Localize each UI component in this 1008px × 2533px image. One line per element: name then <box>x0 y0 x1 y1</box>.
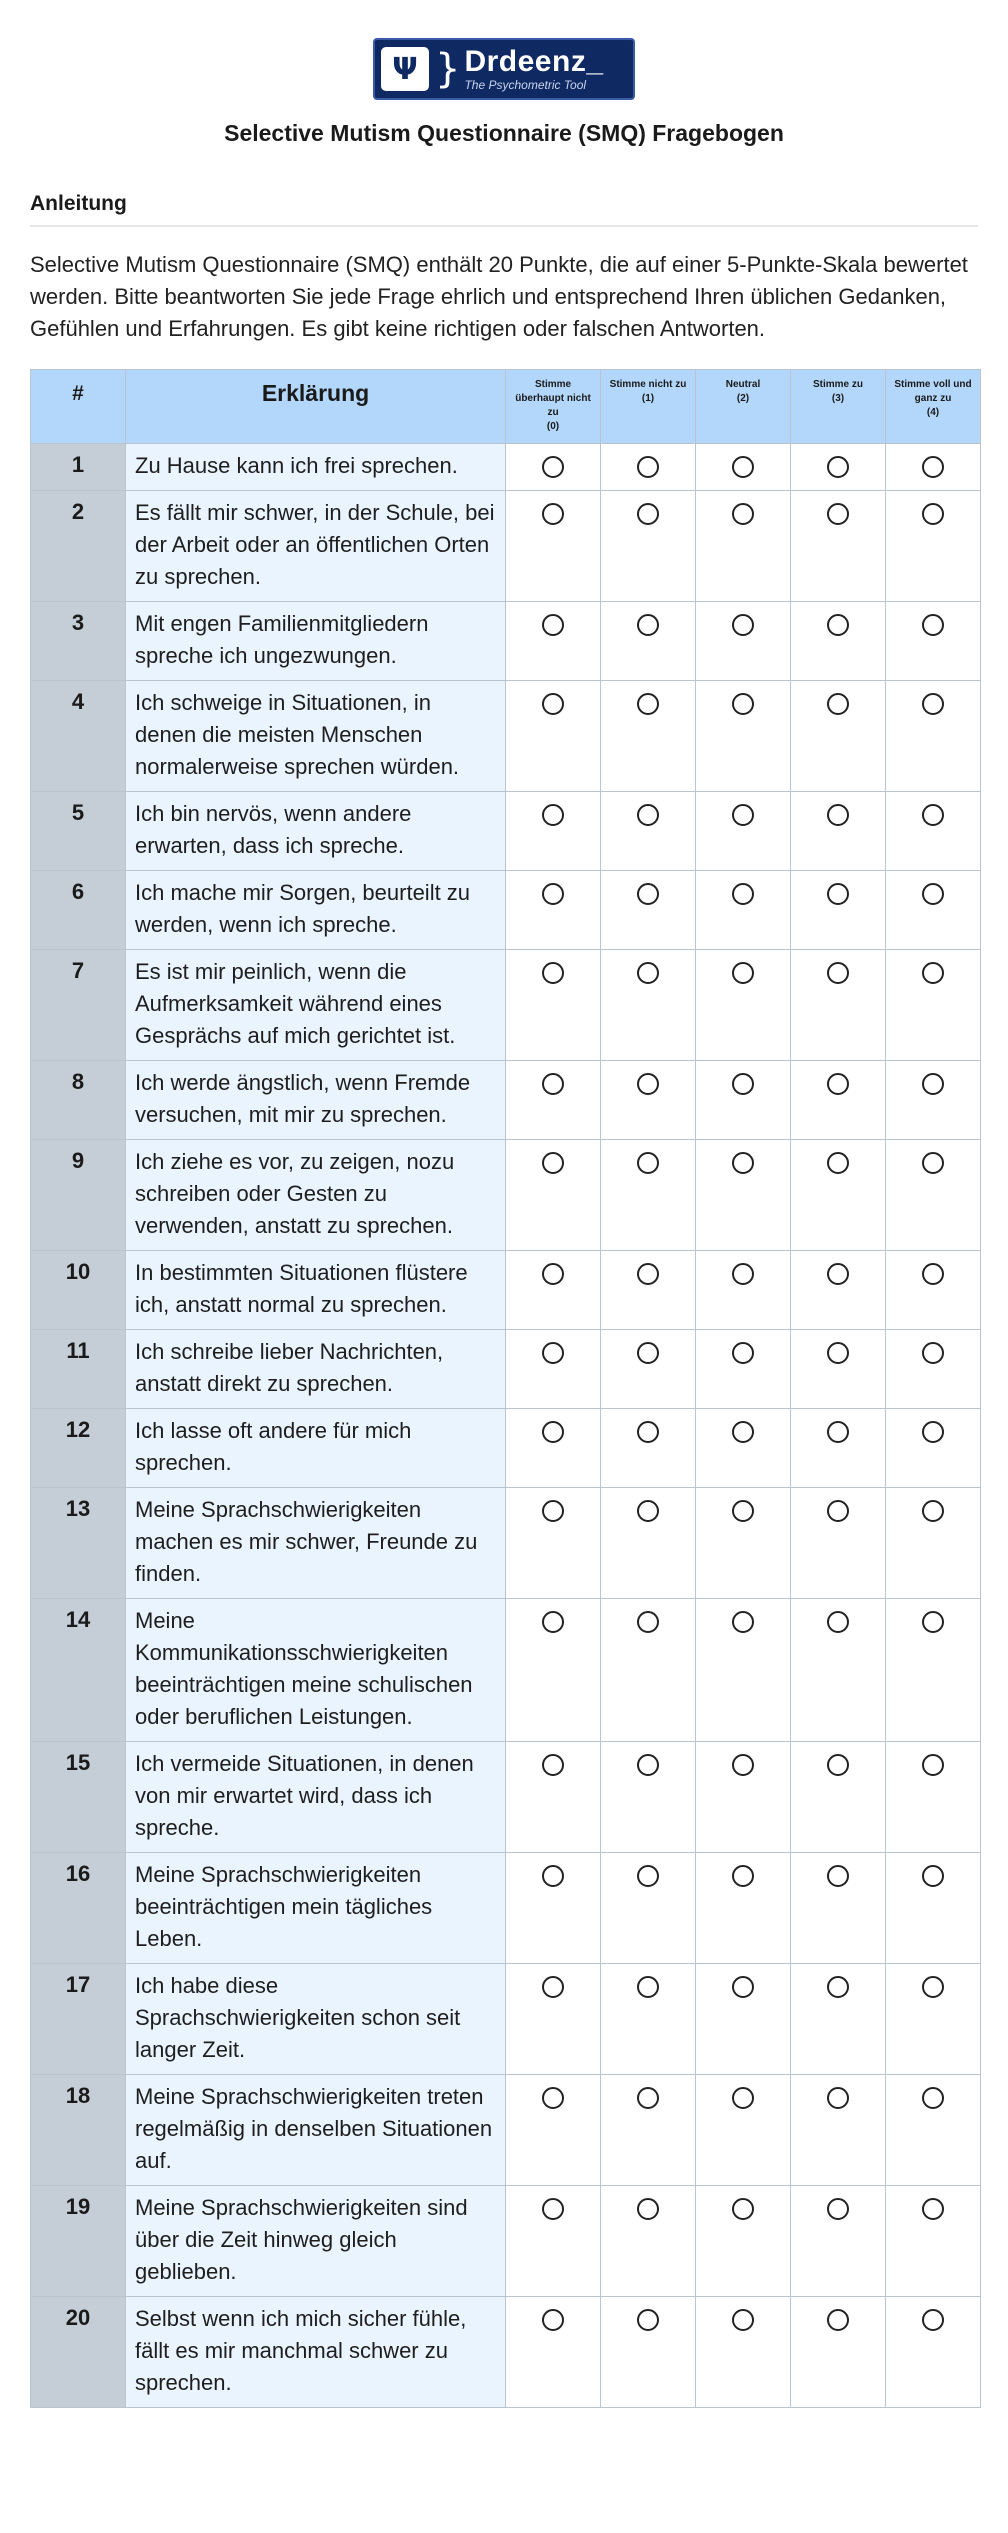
answer-cell <box>506 444 601 491</box>
answer-cell <box>696 491 791 602</box>
answer-cell <box>886 1330 981 1409</box>
answer-cell <box>506 602 601 681</box>
answer-cell <box>696 1330 791 1409</box>
answer-cell <box>791 2186 886 2297</box>
answer-cell <box>601 1853 696 1964</box>
table-row <box>31 1251 981 1330</box>
answer-radio-button[interactable] <box>922 1865 944 1887</box>
table-row <box>31 1409 981 1488</box>
answer-cell <box>886 491 981 602</box>
answer-cell <box>601 491 696 602</box>
answer-cell <box>601 1599 696 1742</box>
answer-radio-button[interactable] <box>542 1421 564 1443</box>
answer-cell <box>696 1742 791 1853</box>
answer-cell <box>791 1061 886 1140</box>
answer-radio-button[interactable] <box>827 1342 849 1364</box>
answer-cell <box>886 792 981 871</box>
item-statement: Ich lasse oft andere für mich sprechen. <box>126 1409 506 1488</box>
answer-radio-button[interactable] <box>922 1421 944 1443</box>
answer-radio-button[interactable] <box>922 2309 944 2331</box>
answer-radio-button[interactable] <box>542 456 564 478</box>
item-statement: Meine Sprachschwierigkeiten sind über die Zeit hinweg gleich geblieben. <box>126 2186 506 2297</box>
answer-radio-button[interactable] <box>637 962 659 984</box>
answer-radio-button[interactable] <box>922 1342 944 1364</box>
answer-cell <box>791 1140 886 1251</box>
item-statement: Meine Sprachschwierigkeiten beeinträchtigen mein tägliches Leben. <box>126 1853 506 1964</box>
answer-cell <box>791 871 886 950</box>
item-number: 2 <box>31 491 126 602</box>
answer-radio-button[interactable] <box>827 1500 849 1522</box>
answer-radio-button[interactable] <box>922 1611 944 1633</box>
answer-cell <box>601 2186 696 2297</box>
answer-cell <box>696 792 791 871</box>
brand-name: Drdeenz_ <box>464 45 604 78</box>
brand-tagline: The Psychometric Tool <box>464 78 587 92</box>
item-number: 5 <box>31 792 126 871</box>
answer-radio-button[interactable] <box>922 1073 944 1095</box>
answer-radio-button[interactable] <box>827 1754 849 1776</box>
item-statement: Mit engen Familienmitgliedern spreche ich ungezwungen. <box>126 602 506 681</box>
answer-radio-button[interactable] <box>542 1500 564 1522</box>
answer-radio-button[interactable] <box>637 693 659 715</box>
instructions-text: Selective Mutism Questionnaire (SMQ) enthält 20 Punkte, die auf einer 5-Punkte-Skala bewertet werden. Bitte beantworten Sie jede Frage ehrlich und entsprechend Ihren üblichen Gedanken, Gefühlen und Erfahrungen. Es gibt keine richtigen oder falschen Antworten. <box>30 252 968 341</box>
answer-cell <box>506 792 601 871</box>
item-number: 19 <box>31 2186 126 2297</box>
answer-radio-button[interactable] <box>827 614 849 636</box>
answer-radio-button[interactable] <box>732 1611 754 1633</box>
table-row <box>31 1330 981 1409</box>
answer-radio-button[interactable] <box>827 456 849 478</box>
answer-cell <box>506 1488 601 1599</box>
answer-radio-button[interactable] <box>637 2087 659 2109</box>
item-number: 16 <box>31 1853 126 1964</box>
answer-radio-button[interactable] <box>542 693 564 715</box>
answer-radio-button[interactable] <box>827 1073 849 1095</box>
answer-radio-button[interactable] <box>732 1342 754 1364</box>
answer-cell <box>886 1599 981 1742</box>
column-header-statement: Erklärung <box>126 370 506 444</box>
answer-radio-button[interactable] <box>542 1976 564 1998</box>
answer-cell <box>886 2186 981 2297</box>
table-row <box>31 2186 981 2297</box>
answer-cell <box>506 1330 601 1409</box>
answer-cell <box>601 2075 696 2186</box>
answer-cell <box>886 871 981 950</box>
answer-cell <box>506 950 601 1061</box>
table-row <box>31 792 981 871</box>
answer-cell <box>696 2075 791 2186</box>
item-number: 18 <box>31 2075 126 2186</box>
answer-radio-button[interactable] <box>732 962 754 984</box>
item-statement: Meine Kommunikationsschwierigkeiten beeinträchtigen meine schulischen oder beruflichen Leistungen. <box>126 1599 506 1742</box>
answer-radio-button[interactable] <box>637 456 659 478</box>
answer-cell <box>791 1964 886 2075</box>
table-row <box>31 1599 981 1742</box>
item-number: 13 <box>31 1488 126 1599</box>
answer-radio-button[interactable] <box>922 614 944 636</box>
answer-cell <box>791 2297 886 2408</box>
answer-radio-button[interactable] <box>827 804 849 826</box>
column-header-option: Stimme überhaupt nicht zu (0) <box>506 370 601 444</box>
answer-radio-button[interactable] <box>827 503 849 525</box>
answer-radio-button[interactable] <box>922 456 944 478</box>
item-statement: Ich mache mir Sorgen, beurteilt zu werden, wenn ich spreche. <box>126 871 506 950</box>
answer-cell <box>506 2075 601 2186</box>
answer-radio-button[interactable] <box>732 2198 754 2220</box>
answer-radio-button[interactable] <box>827 2198 849 2220</box>
answer-radio-button[interactable] <box>732 883 754 905</box>
answer-radio-button[interactable] <box>827 1865 849 1887</box>
answer-radio-button[interactable] <box>732 1421 754 1443</box>
answer-radio-button[interactable] <box>922 2087 944 2109</box>
answer-radio-button[interactable] <box>827 2309 849 2331</box>
item-statement: Ich vermeide Situationen, in denen von mir erwartet wird, dass ich spreche. <box>126 1742 506 1853</box>
answer-cell <box>506 491 601 602</box>
answer-cell <box>886 681 981 792</box>
answer-radio-button[interactable] <box>542 883 564 905</box>
brace-icon: } <box>435 46 461 92</box>
questionnaire-body <box>31 444 981 2408</box>
answer-radio-button[interactable] <box>542 2309 564 2331</box>
answer-radio-button[interactable] <box>542 614 564 636</box>
answer-radio-button[interactable] <box>637 1611 659 1633</box>
answer-cell <box>886 1251 981 1330</box>
answer-radio-button[interactable] <box>827 1611 849 1633</box>
answer-cell <box>601 950 696 1061</box>
answer-radio-button[interactable] <box>827 1421 849 1443</box>
answer-cell <box>791 1853 886 1964</box>
answer-radio-button[interactable] <box>637 1754 659 1776</box>
answer-cell <box>601 1742 696 1853</box>
answer-radio-button[interactable] <box>922 804 944 826</box>
answer-radio-button[interactable] <box>542 962 564 984</box>
answer-radio-button[interactable] <box>637 1342 659 1364</box>
table-header-row <box>31 370 981 444</box>
answer-cell <box>506 2297 601 2408</box>
answer-cell <box>886 950 981 1061</box>
answer-radio-button[interactable] <box>922 1500 944 1522</box>
table-row <box>31 2075 981 2186</box>
answer-cell <box>601 1330 696 1409</box>
answer-radio-button[interactable] <box>922 1754 944 1776</box>
answer-cell <box>506 1140 601 1251</box>
answer-radio-button[interactable] <box>732 1500 754 1522</box>
answer-cell <box>886 444 981 491</box>
item-statement: Ich schreibe lieber Nachrichten, anstatt direkt zu sprechen. <box>126 1330 506 1409</box>
answer-cell <box>696 2186 791 2297</box>
answer-radio-button[interactable] <box>542 1342 564 1364</box>
answer-radio-button[interactable] <box>637 1976 659 1998</box>
answer-radio-button[interactable] <box>637 883 659 905</box>
answer-cell <box>601 1140 696 1251</box>
answer-cell <box>791 1409 886 1488</box>
answer-radio-button[interactable] <box>922 1976 944 1998</box>
answer-radio-button[interactable] <box>542 804 564 826</box>
answer-radio-button[interactable] <box>922 1152 944 1174</box>
answer-cell <box>791 1599 886 1742</box>
table-row <box>31 1488 981 1599</box>
answer-radio-button[interactable] <box>637 1263 659 1285</box>
column-header-option: Stimme voll und ganz zu (4) <box>886 370 981 444</box>
answer-radio-button[interactable] <box>922 503 944 525</box>
answer-cell <box>601 1061 696 1140</box>
answer-cell <box>696 1599 791 1742</box>
answer-radio-button[interactable] <box>732 1976 754 1998</box>
answer-cell <box>601 871 696 950</box>
answer-cell <box>791 1330 886 1409</box>
answer-radio-button[interactable] <box>637 1152 659 1174</box>
table-row <box>31 950 981 1061</box>
column-header-number: # <box>31 370 126 444</box>
item-number: 7 <box>31 950 126 1061</box>
answer-cell <box>601 2297 696 2408</box>
page-title: Selective Mutism Questionnaire (SMQ) Fragebogen <box>224 120 784 146</box>
answer-cell <box>791 2075 886 2186</box>
answer-radio-button[interactable] <box>827 962 849 984</box>
answer-radio-button[interactable] <box>542 1754 564 1776</box>
answer-cell <box>506 1061 601 1140</box>
answer-cell <box>791 1488 886 1599</box>
questionnaire-table <box>30 369 981 2408</box>
answer-cell <box>886 1409 981 1488</box>
answer-radio-button[interactable] <box>637 1500 659 1522</box>
table-row <box>31 602 981 681</box>
answer-radio-button[interactable] <box>827 1976 849 1998</box>
answer-radio-button[interactable] <box>732 614 754 636</box>
answer-radio-button[interactable] <box>827 2087 849 2109</box>
answer-radio-button[interactable] <box>542 1263 564 1285</box>
answer-cell <box>506 1599 601 1742</box>
answer-radio-button[interactable] <box>637 503 659 525</box>
answer-radio-button[interactable] <box>637 2198 659 2220</box>
answer-cell <box>791 491 886 602</box>
answer-cell <box>886 1061 981 1140</box>
answer-cell <box>506 1409 601 1488</box>
item-statement: Ich schweige in Situationen, in denen die meisten Menschen normalerweise sprechen würden. <box>126 681 506 792</box>
answer-cell <box>886 1140 981 1251</box>
answer-radio-button[interactable] <box>732 1073 754 1095</box>
table-row <box>31 1061 981 1140</box>
answer-cell <box>601 602 696 681</box>
item-statement: Es ist mir peinlich, wenn die Aufmerksamkeit während eines Gesprächs auf mich gerichtet ist. <box>126 950 506 1061</box>
item-statement: Ich werde ängstlich, wenn Fremde versuchen, mit mir zu sprechen. <box>126 1061 506 1140</box>
answer-cell <box>601 444 696 491</box>
answer-radio-button[interactable] <box>542 503 564 525</box>
answer-cell <box>791 1742 886 1853</box>
answer-cell <box>791 602 886 681</box>
answer-radio-button[interactable] <box>732 1865 754 1887</box>
answer-radio-button[interactable] <box>922 962 944 984</box>
item-statement: Ich habe diese Sprachschwierigkeiten schon seit langer Zeit. <box>126 1964 506 2075</box>
table-row <box>31 491 981 602</box>
answer-cell <box>601 1409 696 1488</box>
item-statement: Es fällt mir schwer, in der Schule, bei der Arbeit oder an öffentlichen Orten zu sprechen. <box>126 491 506 602</box>
answer-cell <box>696 1409 791 1488</box>
item-number: 14 <box>31 1599 126 1742</box>
answer-cell <box>696 1251 791 1330</box>
answer-cell <box>506 1964 601 2075</box>
table-row <box>31 681 981 792</box>
instructions-section <box>30 191 978 345</box>
answer-radio-button[interactable] <box>732 2087 754 2109</box>
answer-radio-button[interactable] <box>637 2309 659 2331</box>
item-number: 10 <box>31 1251 126 1330</box>
answer-cell <box>506 871 601 950</box>
answer-cell <box>696 1964 791 2075</box>
answer-cell <box>601 1488 696 1599</box>
answer-radio-button[interactable] <box>542 2087 564 2109</box>
table-row <box>31 1853 981 1964</box>
answer-cell <box>506 1251 601 1330</box>
answer-radio-button[interactable] <box>827 693 849 715</box>
answer-cell <box>886 602 981 681</box>
table-row <box>31 1742 981 1853</box>
item-number: 20 <box>31 2297 126 2408</box>
answer-radio-button[interactable] <box>732 1754 754 1776</box>
table-row <box>31 1140 981 1251</box>
item-statement: Meine Sprachschwierigkeiten treten regelmäßig in denselben Situationen auf. <box>126 2075 506 2186</box>
answer-cell <box>696 444 791 491</box>
psi-logo-icon: Ψ <box>381 47 429 91</box>
item-statement: In bestimmten Situationen flüstere ich, anstatt normal zu sprechen. <box>126 1251 506 1330</box>
answer-radio-button[interactable] <box>732 1152 754 1174</box>
item-number: 6 <box>31 871 126 950</box>
table-row <box>31 2297 981 2408</box>
answer-radio-button[interactable] <box>542 1152 564 1174</box>
column-header-option: Stimme zu (3) <box>791 370 886 444</box>
item-statement: Selbst wenn ich mich sicher fühle, fällt es mir manchmal schwer zu sprechen. <box>126 2297 506 2408</box>
item-number: 11 <box>31 1330 126 1409</box>
answer-radio-button[interactable] <box>637 1073 659 1095</box>
answer-cell <box>886 1853 981 1964</box>
answer-cell <box>506 1853 601 1964</box>
answer-cell <box>696 1853 791 1964</box>
answer-cell <box>886 1964 981 2075</box>
item-number: 17 <box>31 1964 126 2075</box>
item-number: 15 <box>31 1742 126 1853</box>
column-header-option: Stimme nicht zu (1) <box>601 370 696 444</box>
answer-radio-button[interactable] <box>732 1263 754 1285</box>
item-number: 9 <box>31 1140 126 1251</box>
answer-cell <box>791 444 886 491</box>
answer-radio-button[interactable] <box>922 1263 944 1285</box>
answer-cell <box>886 1488 981 1599</box>
answer-radio-button[interactable] <box>827 1263 849 1285</box>
answer-cell <box>886 1742 981 1853</box>
answer-cell <box>696 1140 791 1251</box>
answer-radio-button[interactable] <box>732 693 754 715</box>
instructions-heading: Anleitung <box>30 191 978 227</box>
logo-area <box>30 0 978 100</box>
answer-radio-button[interactable] <box>732 2309 754 2331</box>
answer-radio-button[interactable] <box>922 693 944 715</box>
answer-radio-button[interactable] <box>637 614 659 636</box>
answer-cell <box>601 1964 696 2075</box>
table-row <box>31 1964 981 2075</box>
answer-cell <box>696 681 791 792</box>
answer-radio-button[interactable] <box>732 503 754 525</box>
answer-cell <box>696 1488 791 1599</box>
answer-cell <box>696 1061 791 1140</box>
answer-radio-button[interactable] <box>637 1865 659 1887</box>
item-statement: Zu Hause kann ich frei sprechen. <box>126 444 506 491</box>
answer-radio-button[interactable] <box>542 1073 564 1095</box>
answer-cell <box>886 2297 981 2408</box>
answer-cell <box>696 2297 791 2408</box>
table-row <box>31 871 981 950</box>
item-number: 1 <box>31 444 126 491</box>
answer-radio-button[interactable] <box>732 456 754 478</box>
answer-radio-button[interactable] <box>827 883 849 905</box>
answer-cell <box>696 602 791 681</box>
answer-radio-button[interactable] <box>922 883 944 905</box>
column-header-option: Neutral (2) <box>696 370 791 444</box>
logo-text <box>464 46 603 92</box>
answer-radio-button[interactable] <box>542 1611 564 1633</box>
answer-radio-button[interactable] <box>637 1421 659 1443</box>
item-statement: Ich bin nervös, wenn andere erwarten, dass ich spreche. <box>126 792 506 871</box>
answer-cell <box>696 871 791 950</box>
answer-cell <box>506 2186 601 2297</box>
answer-cell <box>791 792 886 871</box>
item-statement: Ich ziehe es vor, zu zeigen, nozu schreiben oder Gesten zu verwenden, anstatt zu sprechen. <box>126 1140 506 1251</box>
item-number: 12 <box>31 1409 126 1488</box>
answer-cell <box>601 792 696 871</box>
answer-cell <box>696 950 791 1061</box>
item-statement: Meine Sprachschwierigkeiten machen es mir schwer, Freunde zu finden. <box>126 1488 506 1599</box>
brand-logo <box>373 38 635 100</box>
answer-cell <box>506 681 601 792</box>
answer-cell <box>506 1742 601 1853</box>
table-row <box>31 444 981 491</box>
answer-radio-button[interactable] <box>922 2198 944 2220</box>
answer-cell <box>601 681 696 792</box>
answer-radio-button[interactable] <box>542 2198 564 2220</box>
answer-cell <box>791 950 886 1061</box>
answer-radio-button[interactable] <box>732 804 754 826</box>
answer-cell <box>601 1251 696 1330</box>
item-number: 8 <box>31 1061 126 1140</box>
answer-cell <box>886 2075 981 2186</box>
answer-radio-button[interactable] <box>637 804 659 826</box>
answer-cell <box>791 1251 886 1330</box>
answer-radio-button[interactable] <box>542 1865 564 1887</box>
answer-cell <box>791 681 886 792</box>
item-number: 4 <box>31 681 126 792</box>
answer-radio-button[interactable] <box>827 1152 849 1174</box>
item-number: 3 <box>31 602 126 681</box>
